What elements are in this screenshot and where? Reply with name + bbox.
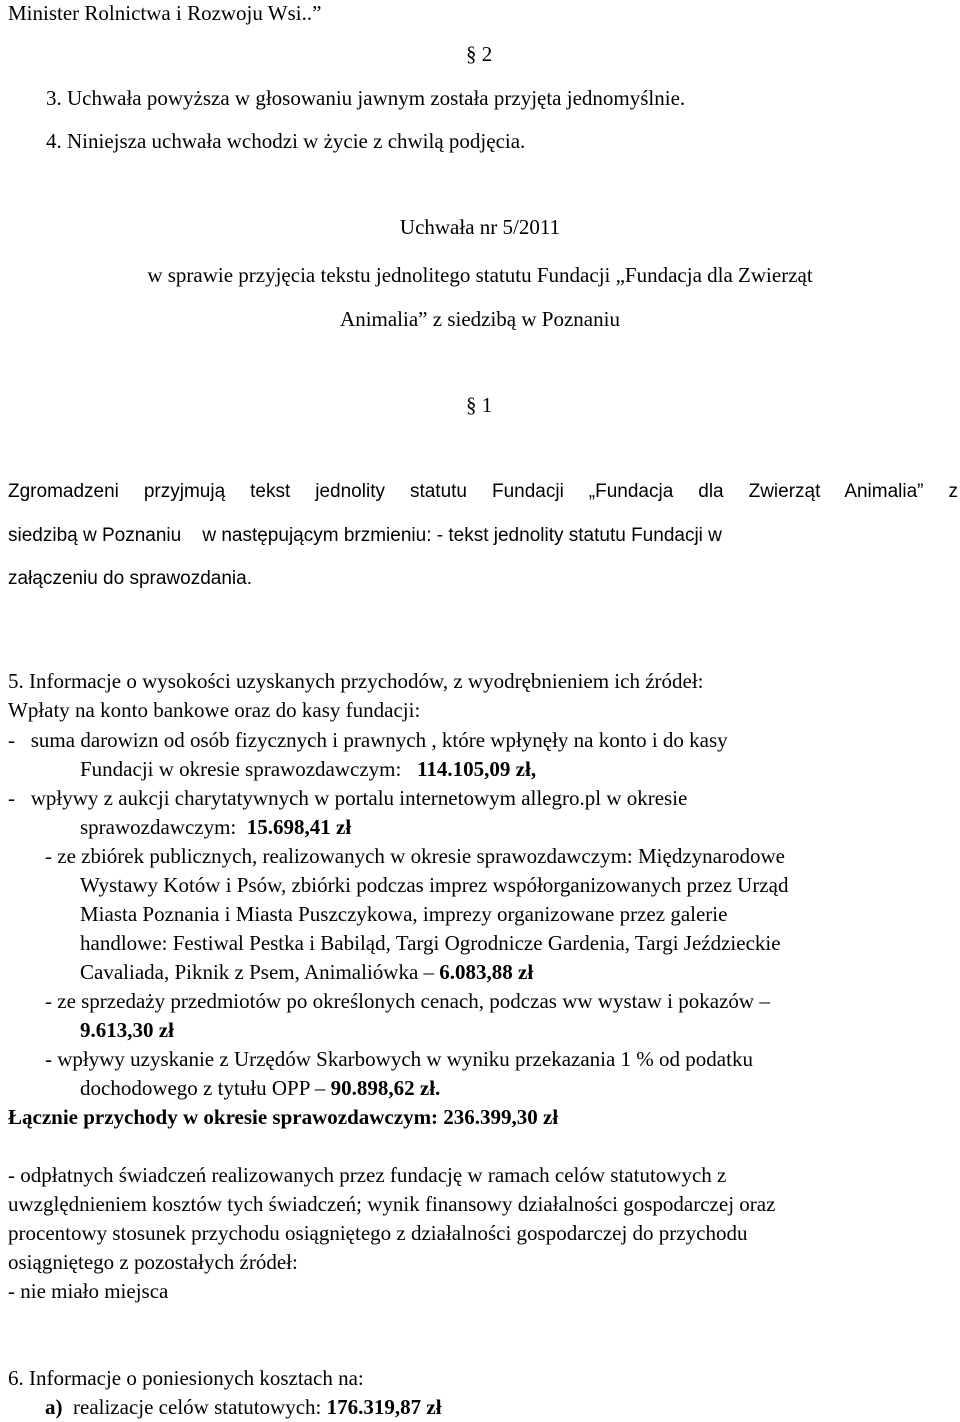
sales-amount: 9.613,30 zł: [80, 1018, 174, 1042]
resolution-paragraph-line3: załączeniu do sprawozdania.: [8, 568, 252, 589]
auction-amount: 15.698,41 zł: [246, 815, 352, 839]
auction-line2: [80, 817, 351, 838]
income-subheading: Wpłaty na konto bankowe oraz do kasy fundacji:: [8, 698, 421, 722]
tax-amount: 90.898,62 zł.: [330, 1076, 441, 1100]
income-total: [8, 1107, 558, 1128]
collections-line3: Miasta Poznania i Miasta Puszczykowa, imprezy organizowane przez galerie: [80, 902, 728, 926]
paid-services-line4: osiągniętego z pozostałych źródeł:: [8, 1250, 298, 1274]
paid-services-line1: - odpłatnych świadczeń realizowanych przez fundację w ramach celów statutowych z: [8, 1163, 727, 1187]
costs-item-a-label: realizacje celów statutowych:: [62, 1395, 327, 1419]
tax-line1: - wpływy uzyskanie z Urzędów Skarbowych w wyniku przekazania 1 % od podatku: [45, 1047, 753, 1071]
tax-line2: [80, 1078, 440, 1099]
resolution-subtitle-line2: Animalia” z siedzibą w Poznaniu: [340, 307, 620, 331]
resolution-subtitle-line1: w sprawie przyjęcia tekstu jednolitego statutu Fundacji „Fundacja dla Zwierząt: [147, 263, 813, 287]
document-header-line: Minister Rolnictwa i Rozwoju Wsi..”: [8, 1, 322, 25]
list-item-3: 3. Uchwała powyższa w głosowaniu jawnym została przyjęta jednomyślnie.: [46, 86, 686, 110]
paid-services-line2: uwzględnieniem kosztów tych świadczeń; wynik finansowy działalności gospodarczej oraz: [8, 1192, 776, 1216]
costs-item-a-amount: 176.319,87 zł: [326, 1395, 442, 1419]
income-heading: 5. Informacje o wysokości uzyskanych przychodów, z wyodrębnieniem ich źródeł:: [8, 669, 704, 693]
resolution-paragraph-line2: siedzibą w Poznaniu w następującym brzmieniu: - tekst jednolity statutu Fundacji w: [8, 525, 722, 546]
resolution-title: Uchwała nr 5/2011: [399, 215, 561, 239]
costs-item-a: [45, 1397, 442, 1418]
donations-line2: [80, 759, 536, 780]
sales-line2: [80, 1020, 174, 1041]
paid-services-line3: procentowy stosunek przychodu osiągniętego z działalności gospodarczej do przychodu: [8, 1221, 748, 1245]
section-2-mark: § 2: [466, 42, 493, 66]
income-total-text: Łącznie przychody w okresie sprawozdawczym: 236.399,30 zł: [8, 1105, 559, 1129]
collections-amount: 6.083,88 zł: [439, 960, 534, 984]
sales-line1: - ze sprzedaży przedmiotów po określonych cenach, podczas ww wystaw i pokazów –: [45, 989, 770, 1013]
collections-line2: Wystawy Kotów i Psów, zbiórki podczas imprez współorganizowanych przez Urząd: [80, 873, 789, 897]
tax-label: dochodowego z tytułu OPP –: [80, 1076, 331, 1100]
collections-line5: [80, 962, 533, 983]
list-item-4: 4. Niniejsza uchwała wchodzi w życie z chwilą podjęcia.: [46, 129, 526, 153]
collections-line1: - ze zbiórek publicznych, realizowanych w okresie sprawozdawczym: Międzynarodowe: [45, 844, 785, 868]
paid-services-line5: - nie miało miejsca: [8, 1279, 169, 1303]
collections-line4: handlowe: Festiwal Pestka i Babiląd, Targi Ogrodnicze Gardenia, Targi Jeździeckie: [80, 931, 781, 955]
donations-label: Fundacji w okresie sprawozdawczym:: [80, 757, 418, 781]
costs-item-a-letter: a): [45, 1395, 63, 1419]
resolution-paragraph-line1: Zgromadzeni przyjmują tekst jednolity statutu Fundacji „Fundacja dla Zwierząt Animalia” z: [8, 481, 958, 502]
section-1-mark: § 1: [466, 393, 493, 417]
donations-line1: - suma darowizn od osób fizycznych i prawnych , które wpłynęły na konto i do kasy: [8, 728, 728, 752]
costs-heading: 6. Informacje o poniesionych kosztach na:: [8, 1366, 364, 1390]
auction-label: sprawozdawczym:: [80, 815, 247, 839]
donations-amount: 114.105,09 zł,: [417, 757, 537, 781]
auction-line1: - wpływy z aukcji charytatywnych w portalu internetowym allegro.pl w okresie: [8, 786, 688, 810]
collections-label: Cavaliada, Piknik z Psem, Animaliówka –: [80, 960, 440, 984]
